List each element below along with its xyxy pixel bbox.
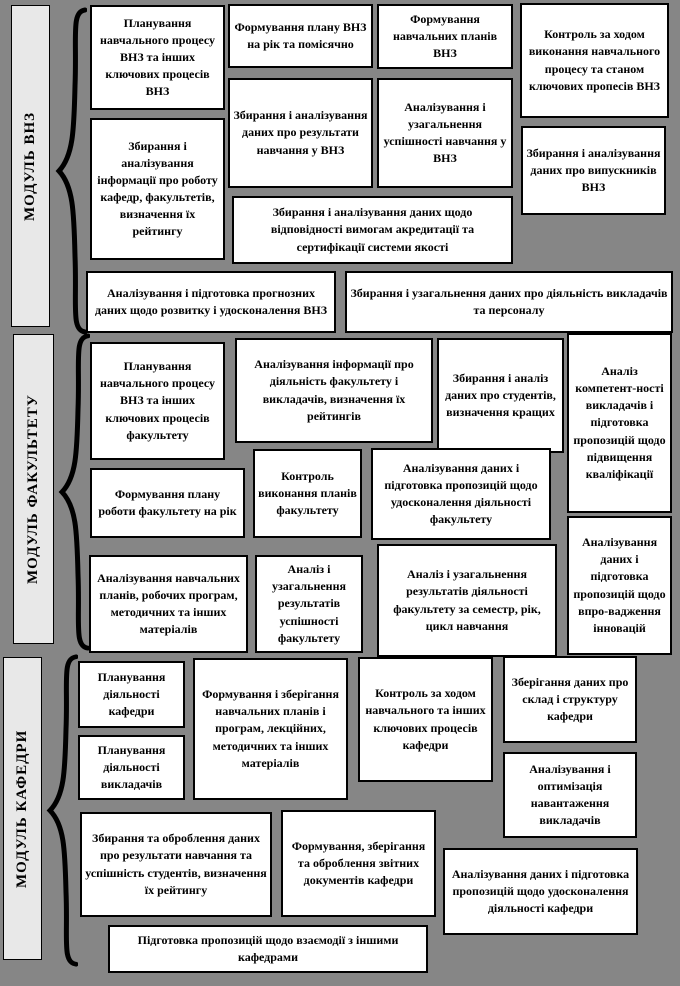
task-box: Аналіз і узагальнення результатів діяльності факультету за семестр, рік, цикл навчання xyxy=(377,544,557,657)
task-box: Збирання і аналізування даних про випускників ВНЗ xyxy=(521,126,666,215)
task-box: Аналізування і підготовка прогнозних даних щодо розвитку і удосконалення ВНЗ xyxy=(86,271,336,333)
module-label-kafedry: МОДУЛЬ КАФЕДРИ xyxy=(3,657,42,960)
task-box: Збирання і аналізування даних щодо відповідності вимогам акредитації та сертифікації системи якості xyxy=(232,196,513,264)
task-box: Аналізування даних і підготовка пропозицій щодо впро-вадження інновацій xyxy=(567,516,672,655)
task-box: Формування плану роботи факультету на рік xyxy=(90,468,245,538)
module-label-fakultetu: МОДУЛЬ ФАКУЛЬТЕТУ xyxy=(13,334,54,644)
task-box: Аналізування навчальних планів, робочих програм, методичних та інших матеріалів xyxy=(89,555,248,653)
task-box: Збирання і аналіз даних про студентів, визначення кращих xyxy=(437,338,564,453)
task-box: Аналізування і оптимізація навантаження викладачів xyxy=(503,752,637,838)
task-box: Аналізування даних і підготовка пропозицій щодо удосконалення діяльності факультету xyxy=(371,448,551,540)
task-box: Збирання і узагальнення даних про діяльність викладачів та персоналу xyxy=(345,271,673,333)
task-box: Планування діяльності викладачів xyxy=(78,735,185,800)
task-box: Збирання і аналізування даних про результати навчання у ВНЗ xyxy=(228,78,373,188)
task-box: Збирання та оброблення даних про результати навчання та успішність студентів, визначення їх рейтингу xyxy=(80,812,272,917)
task-box: Аналізування і узагальнення успішності навчання у ВНЗ xyxy=(377,78,513,188)
task-box: Контроль за ходом виконання навчального процесу та станом ключових пропесів ВНЗ xyxy=(520,3,669,118)
task-box: Планування навчального процесу ВНЗ та інших ключових процесів факультету xyxy=(90,342,225,460)
task-box: Збирання і аналізування інформації про роботу кафедр, факультетів, визначення їх рейтингу xyxy=(90,118,225,260)
task-box: Аналіз компетент-ності викладачів і підготовка пропозицій щодо підвищення кваліфікації xyxy=(567,333,672,513)
brace-icon xyxy=(44,653,78,968)
task-box: Планування навчального процесу ВНЗ та інших ключових процесів ВНЗ xyxy=(90,5,225,110)
task-box: Зберігання даних про склад і структуру кафедри xyxy=(503,656,637,743)
task-box: Контроль за ходом навчального та інших ключових процесів кафедри xyxy=(358,657,493,782)
task-box: Аналізування інформації про діяльність факультету і викладачів, визначення їх рейтингів xyxy=(235,338,433,443)
task-box: Контроль виконання планів факультету xyxy=(253,449,362,538)
task-box: Аналіз і узагальнення результатів успішності факультету xyxy=(255,555,363,653)
module-label-vnz: МОДУЛЬ ВНЗ xyxy=(11,5,50,327)
task-box: Формування і зберігання навчальних планів і програм, лекційних, методичних та інших матеріалів xyxy=(193,658,348,800)
brace-icon xyxy=(56,332,90,652)
task-box: Планування діяльності кафедри xyxy=(78,661,185,728)
task-box: Формування плану ВНЗ на рік та помісячно xyxy=(228,4,373,68)
brace-icon xyxy=(53,6,87,336)
task-box: Формування, зберігання та оброблення звітних документів кафедри xyxy=(281,810,436,917)
task-box: Аналізування даних і підготовка пропозицій щодо удосконалення діяльності кафедри xyxy=(443,848,638,935)
task-box: Формування навчальних планів ВНЗ xyxy=(377,4,513,69)
task-box: Підготовка пропозицій щодо взаємодії з іншими кафедрами xyxy=(108,925,428,973)
